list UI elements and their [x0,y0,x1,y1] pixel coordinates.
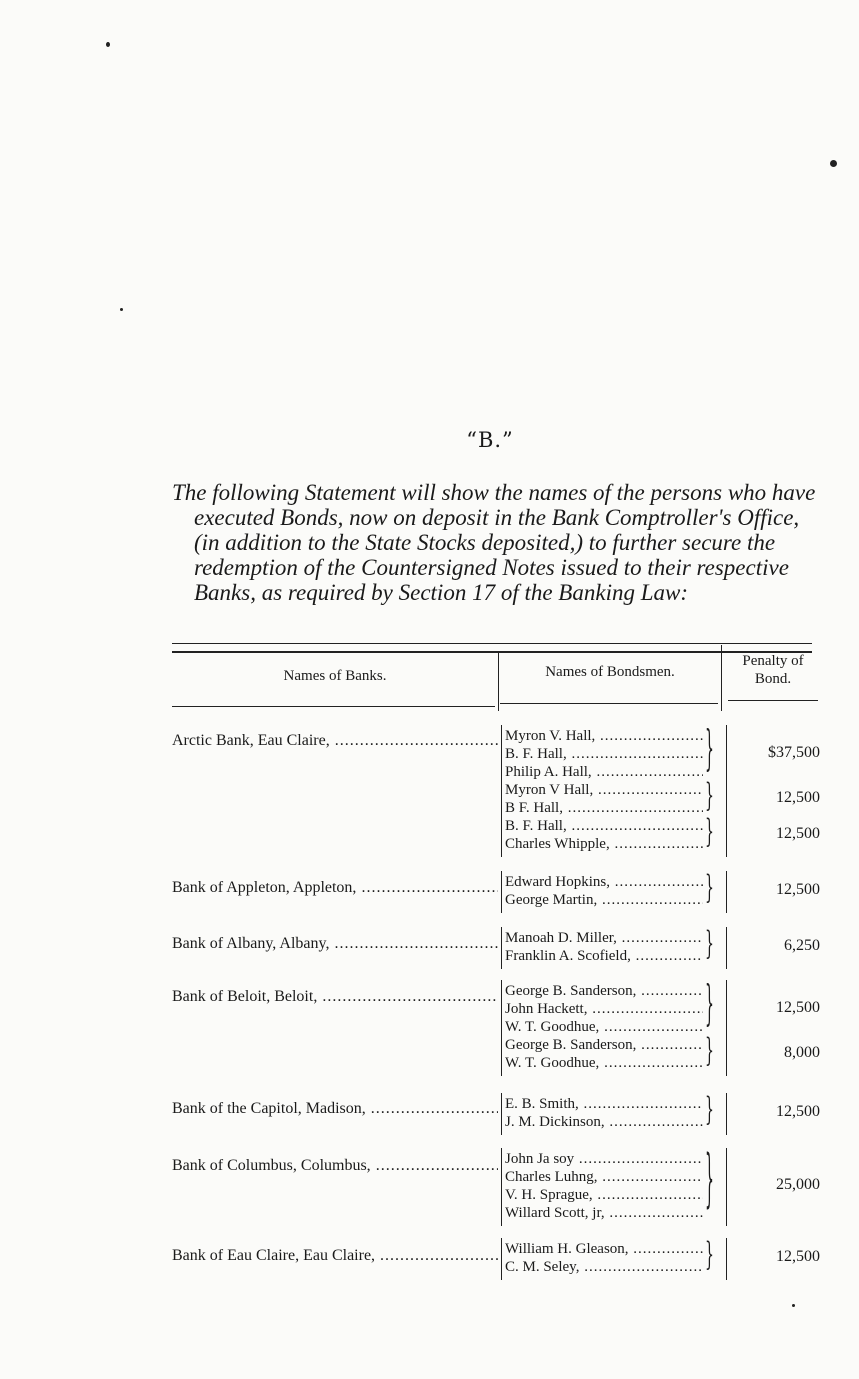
header-rule [500,703,718,704]
penalty-amount: 6,250 [784,937,820,954]
column-divider [501,1093,502,1135]
column-divider [501,1238,502,1280]
column-divider [498,651,499,711]
print-speck [106,42,110,47]
bank-name: Bank of Appleton, Appleton, ..... [172,878,498,897]
penalty-amount: $37,500 [768,744,820,761]
penalty-amount: 12,500 [776,825,820,842]
brace-symbol: } [705,1237,714,1274]
column-divider [726,1093,727,1135]
column-divider [726,1148,727,1226]
bondsman-name: John Ja soy ..... [505,1150,703,1168]
bank-name: Bank of the Capitol, Madison, ..... [172,1099,498,1118]
column-divider [501,871,502,913]
column-divider [726,725,727,857]
brace-symbol: } [705,814,714,851]
bondsman-name: Myron V Hall, ..... [505,781,703,799]
bondsman-name: Charles Luhng, ..... [505,1168,703,1186]
table-top-rule [172,643,812,644]
bondsman-name: Philip A. Hall, ..... [505,763,703,781]
section-heading: “B.” [466,428,514,452]
penalty-amount: 12,500 [776,789,820,806]
bondsman-name: Edward Hopkins, ..... [505,873,703,891]
bondsman-name: George B. Sanderson, ..... [505,1036,703,1054]
brace-symbol: } [705,978,714,1033]
bondsman-name: John Hackett, ..... [505,1000,703,1018]
bondsman-name: George B. Sanderson, ..... [505,982,703,1000]
penalty-amount: 12,500 [776,1248,820,1265]
brace-symbol: } [705,926,714,963]
column-divider [726,871,727,913]
bondsman-name: V. H. Sprague, ..... [505,1186,703,1204]
bondsman-name: Manoah D. Miller, ..... [505,929,703,947]
brace-symbol: } [705,870,714,907]
intro-text: The following Statement will show the names of the persons who have executed Bonds, now on deposit in the Bank Comptroller's Office, (in addition to the State Stocks deposited,) to further secure the redemption of the Countersigned Notes issued to their respective Banks, as required by Section 17 of the Banking Law: [172,480,816,605]
column-divider [721,645,722,711]
penalty-amount: 12,500 [776,1103,820,1120]
bondsman-name: B. F. Hall, ..... [505,745,703,763]
bondsman-name: Willard Scott, jr, ..... [505,1204,703,1222]
bondsman-name: Charles Whipple, ..... [505,835,703,853]
bondsman-name: George Martin, ..... [505,891,703,909]
column-header-penalty-line1: Penalty of [742,653,804,669]
print-speck [792,1304,795,1307]
penalty-amount: 12,500 [776,999,820,1016]
header-rule [172,706,495,707]
column-header-penalty-line2: Bond. [754,671,792,687]
bank-name: Bank of Beloit, Beloit, ..... [172,987,498,1006]
brace-symbol: } [705,723,714,778]
bondsman-name: C. M. Seley, ..... [505,1258,703,1276]
penalty-amount: 25,000 [776,1176,820,1193]
print-speck [120,308,123,311]
column-divider [501,1148,502,1226]
bondsman-name: W. T. Goodhue, ..... [505,1018,703,1036]
bondsman-name: B. F. Hall, ..... [505,817,703,835]
column-divider [726,1238,727,1280]
bank-name: Bank of Columbus, Columbus, ..... [172,1156,498,1175]
brace-symbol: } [705,1145,714,1218]
bank-name: Arctic Bank, Eau Claire, ..... [172,731,498,750]
bondsman-name: B F. Hall, ..... [505,799,703,817]
bondsman-name: J. M. Dickinson, ..... [505,1113,703,1131]
penalty-amount: 8,000 [784,1044,820,1061]
bondsman-name: W. T. Goodhue, ..... [505,1054,703,1072]
table-top-rule-2 [172,651,812,653]
header-rule [728,700,818,701]
penalty-amount: 12,500 [776,881,820,898]
column-header-banks: Names of Banks. [283,668,387,684]
column-header-bondsmen: Names of Bondsmen. [545,664,675,680]
brace-symbol: } [705,778,714,815]
column-divider [501,980,502,1076]
column-header-penalty [724,652,822,688]
column-divider [501,725,502,857]
column-divider [726,980,727,1076]
bondsman-name: William H. Gleason, ..... [505,1240,703,1258]
bank-name: Bank of Albany, Albany, ..... [172,934,498,953]
bondsman-name: Franklin A. Scofield, ..... [505,947,703,965]
intro-paragraph [172,480,822,605]
brace-symbol: } [705,1092,714,1129]
bondsman-name: E. B. Smith, ..... [505,1095,703,1113]
brace-symbol: } [705,1033,714,1070]
column-divider [726,927,727,969]
bondsman-name: Myron V. Hall, ..... [505,727,703,745]
print-speck [830,160,837,167]
column-divider [501,927,502,969]
bank-name: Bank of Eau Claire, Eau Claire, ..... [172,1246,498,1265]
